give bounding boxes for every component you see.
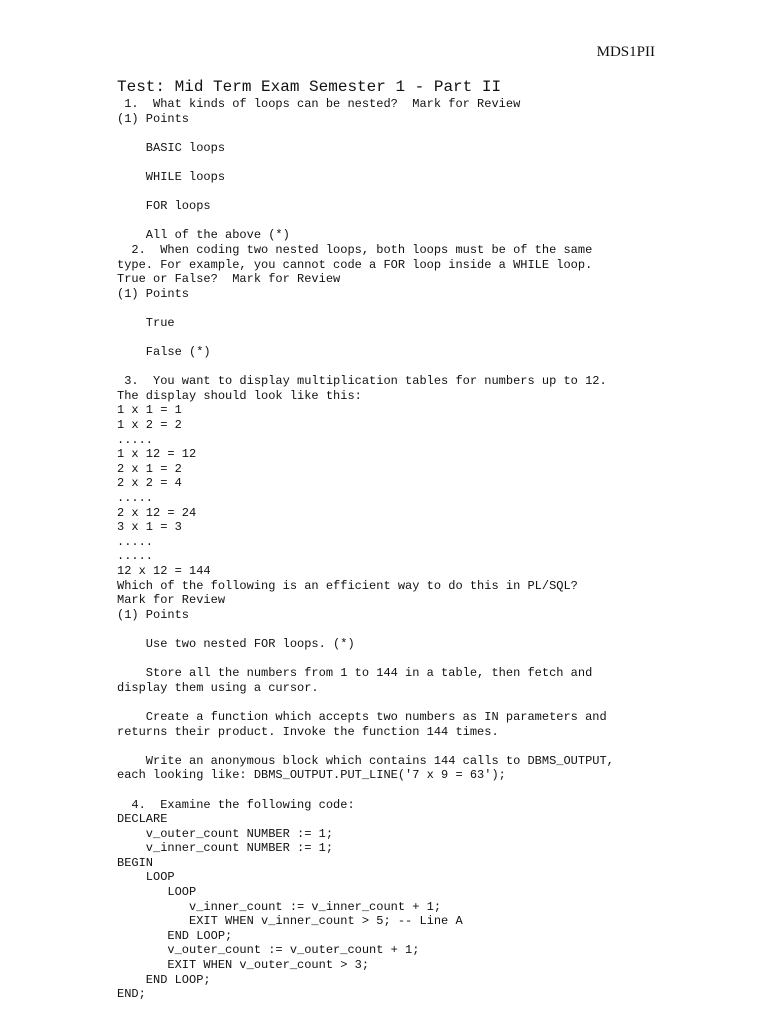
blank-line — [117, 652, 614, 667]
text-line: Create a function which accepts two numbers as IN parameters and — [117, 709, 607, 724]
text-line: v_inner_count NUMBER := 1; — [117, 841, 334, 856]
text-line: EXIT WHEN v_inner_count > 5; -- Line A — [117, 914, 463, 929]
text-line: 12 x 12 = 144 — [117, 564, 211, 578]
text-line: ..... — [117, 491, 154, 506]
blank-line — [117, 214, 614, 229]
page-title: Test: Mid Term Exam Semester 1 - Part II — [117, 78, 502, 96]
text-line: (1) Points — [117, 286, 190, 301]
text-line: Mark for Review — [117, 593, 226, 608]
text-line: ..... — [117, 432, 154, 447]
blank-line — [117, 360, 614, 375]
text-line: True — [117, 315, 175, 330]
blank-line — [117, 155, 614, 170]
blank-line — [117, 695, 614, 710]
text-line: ..... — [117, 534, 154, 549]
text-line: 1 x 12 = 12 — [117, 447, 197, 462]
text-line: v_outer_count := v_outer_count + 1; — [117, 943, 420, 958]
text-line: 2 x 12 = 24 — [117, 505, 197, 520]
text-line: display them using a cursor. — [117, 680, 319, 695]
text-line: v_inner_count := v_inner_count + 1; — [117, 899, 442, 914]
text-line: The display should look like this: — [117, 388, 362, 403]
text-line: 2 x 1 = 2 — [117, 461, 182, 476]
text-line: BASIC loops — [117, 140, 226, 155]
text-line: Store all the numbers from 1 to 144 in a table, then fetch and — [117, 666, 593, 681]
text-line: FOR loops — [117, 199, 211, 214]
text-line: False (*) — [117, 345, 211, 360]
text-line: END; — [117, 987, 146, 1002]
text-line: (1) Points — [117, 111, 190, 126]
text-line: 1 x 1 = 1 — [117, 403, 182, 418]
text-line: WHILE loops — [117, 169, 226, 184]
text-line: 4. Examine the following code: — [117, 797, 355, 812]
text-line: 1. What kinds of loops can be nested? Mark for Review — [117, 97, 521, 111]
text-line: 3. You want to display multiplication tables for numbers up to 12. — [117, 374, 607, 389]
text-line: 1 x 2 = 2 — [117, 418, 182, 433]
text-line: Write an anonymous block which contains 144 calls to DBMS_OUTPUT, — [117, 753, 614, 768]
blank-line — [117, 126, 614, 141]
blank-line — [117, 301, 614, 316]
text-line: 2. When coding two nested loops, both loops must be of the same — [117, 242, 593, 257]
blank-line — [117, 739, 614, 754]
text-line: LOOP — [117, 870, 175, 885]
text-line: each looking like: DBMS_OUTPUT.PUT_LINE('7 x 9 = 63'); — [117, 768, 506, 783]
blank-line — [117, 783, 614, 798]
text-line: END LOOP; — [117, 972, 211, 987]
text-line: Use two nested FOR loops. (*) — [117, 636, 355, 651]
document-code: MDS1PII — [596, 44, 655, 60]
text-line: END LOOP; — [117, 928, 233, 943]
text-line: LOOP — [117, 885, 197, 900]
text-line: True or False? Mark for Review — [117, 272, 341, 287]
blank-line — [117, 331, 614, 346]
text-line: EXIT WHEN v_outer_count > 3; — [117, 958, 370, 973]
text-line: 2 x 2 = 4 — [117, 476, 182, 491]
text-line: returns their product. Invoke the function 144 times. — [117, 724, 499, 739]
text-line: All of the above (*) — [117, 228, 290, 243]
text-line: DECLARE — [117, 812, 168, 827]
text-line: ..... — [117, 549, 154, 564]
text-line: type. For example, you cannot code a FOR loop inside a WHILE loop. — [117, 257, 593, 272]
text-line: v_outer_count NUMBER := 1; — [117, 826, 334, 841]
text-line: BEGIN — [117, 855, 154, 870]
blank-line — [117, 622, 614, 637]
text-line: 3 x 1 = 3 — [117, 520, 182, 535]
blank-line — [117, 185, 614, 200]
text-line: Which of the following is an efficient way to do this in PL/SQL? — [117, 578, 578, 593]
document-body — [117, 97, 614, 1002]
text-line: (1) Points — [117, 607, 190, 622]
